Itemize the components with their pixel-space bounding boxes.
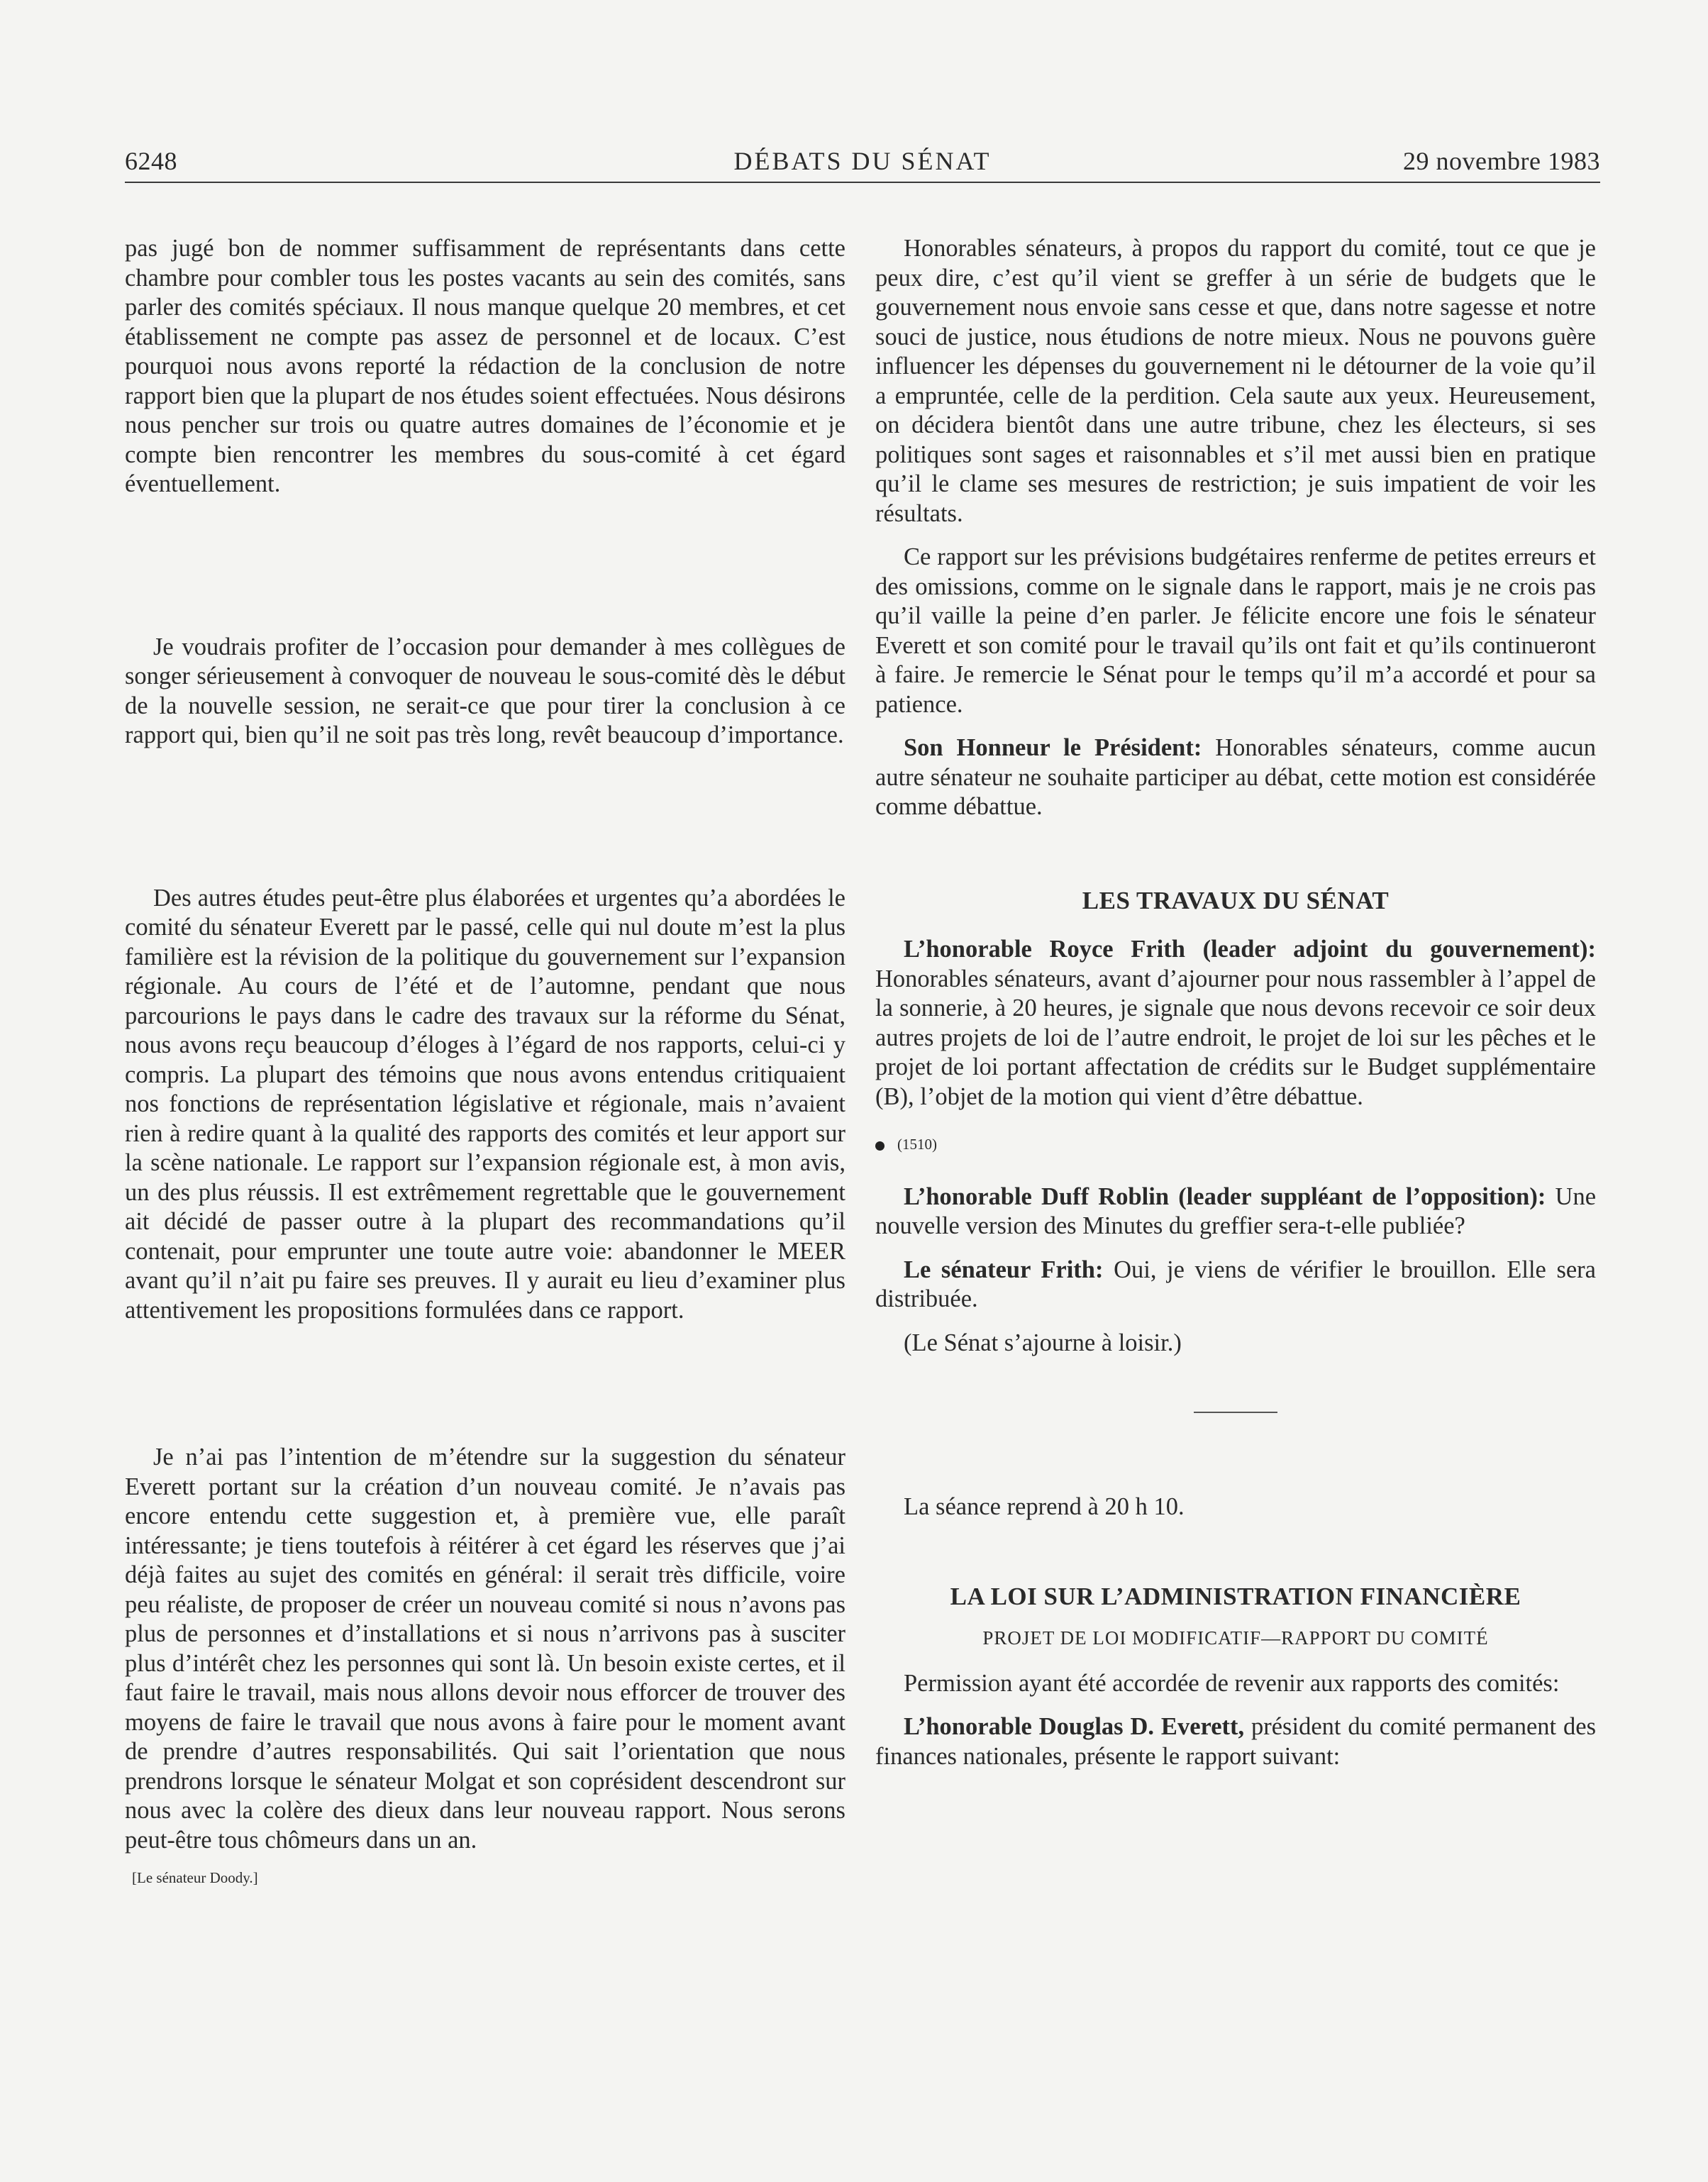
speaker-name: L’honorable Royce Frith (leader adjoint du gouvernement):	[904, 936, 1596, 963]
header-rule	[125, 182, 1600, 183]
section-heading: LES TRAVAUX DU SÉNAT	[1082, 886, 1390, 914]
left-column	[125, 234, 845, 1893]
bullet-icon	[875, 1141, 884, 1151]
paragraph: Des autres études peut-être plus élaborées et urgentes qu’a abordées le comité du sénateur Everett par le passé, celle qui nul doute m’est la plus familière est la révision de la politique du gouvernement sur l’expansion régionale. Au cours de l’été et de l’automne, pendant que nous parcourions le pays dans le cadre des travaux sur la réforme du Sénat, nous avons reçu beaucoup d’éloges à l’égard de nos rapports, celui-ci y compris. La plupart des témoins que nous avons entendus critiquaient nos fonctions de représentation législative et régionale, mais n’avaient rien à redire quant à la qualité des rapports des comités et leur apport sur la scène nationale. Le rapport sur l’expansion régionale est, à mon avis, un des plus réussis. Il est extrêmement regrettable que le gouvernement ait décidé de passer outre à la plupart des recommandations qu’il contenait, pour emprunter une toute autre voie: abandonner le MEER avant qu’il n’ait pu faire ses preuves. Il y aurait eu lieu d’examiner plus attentivement les propositions formulées dans ce rapport.	[125, 884, 845, 1324]
speaker-name: L’honorable Douglas D. Everett,	[904, 1713, 1245, 1740]
speech-text: Honorables sénateurs, comme aucun autre sénateur ne souhaite participer au débat, cette motion est considérée comme débattue.	[875, 734, 1596, 820]
speech-text: Une nouvelle version des Minutes du greffier sera-t-elle publiée?	[875, 1183, 1597, 1239]
speaker-name: Son Honneur le Président:	[904, 734, 1202, 761]
paragraph	[875, 1712, 1596, 1771]
section-heading: LA LOI SUR L’ADMINISTRATION FINANCIÈRE	[950, 1582, 1521, 1610]
paragraph: Permission ayant été accordée de revenir aux rapports des comités:	[904, 1669, 1560, 1697]
speech-text: président du comité permanent des finances nationales, présente le rapport suivant:	[875, 1713, 1596, 1770]
paragraph: Je voudrais profiter de l’occasion pour demander à mes collègues de songer sérieusement à convoquer de nouveau le sous-comité dès le début de la nouvelle session, ne serait-ce que pour tirer la conclusion à ce rapport qui, bien qu’il ne soit pas très long, revêt beaucoup d’importance.	[125, 633, 845, 748]
time-marker: (1510)	[875, 1130, 1596, 1160]
page-date: 29 novembre 1983	[1403, 147, 1600, 175]
paragraph	[875, 733, 1596, 822]
page-header	[125, 146, 1600, 183]
section-subheading: PROJET DE LOI MODIFICATIF—RAPPORT DU COMITÉ	[982, 1627, 1489, 1649]
speech-text: Honorables sénateurs, avant d’ajourner pour nous rassembler à l’appel de la sonnerie, à 20 heures, je signale que nous devons recevoir ce soir deux autres projets de loi de l’autre endroit, le projet de loi sur les pêches et le projet de loi portant affectation de crédits sur le Budget supplémentaire (B), l’objet de la motion qui vient d’être débattue.	[875, 965, 1596, 1110]
paragraph: Honorables sénateurs, à propos du rapport du comité, tout ce que je peux dire, c’est qu’il vient se greffer à un série de budgets que le gouvernement nous envoie sans cesse et que, dans notre sagesse et notre souci de justice, nous étudions de notre mieux. Nous ne pouvons guère influencer les dépenses du gouvernement ni le détourner de la voie qu’il a empruntée, celle de la perdition. Cela saute aux yeux. Heureusement, on décidera bientôt dans une autre tribune, chez les électeurs, si ses politiques sont sages et raisonnables et s’il met aussi bien en pratique qu’il le clame ses mesures de restriction; je suis impatient de voir les résultats.	[875, 235, 1596, 527]
paragraph	[875, 1256, 1596, 1314]
page-number: 6248	[125, 147, 177, 175]
paragraph: La séance reprend à 20 h 10.	[904, 1493, 1185, 1520]
paragraph	[875, 935, 1596, 1112]
paragraph: Ce rapport sur les prévisions budgétaires renferme de petites erreurs et des omissions, comme on le signale dans le rapport, mais je ne crois pas qu’il vaille la peine d’en parler. Je félicite encore une fois le sénateur Everett et son comité pour le travail qu’ils ont fait et qu’ils continueront à faire. Je remercie le Sénat pour le temps qu’il m’a accordé et pour sa patience.	[875, 543, 1596, 718]
paragraph: (Le Sénat s’ajourne à loisir.)	[904, 1329, 1182, 1356]
paragraph	[875, 1183, 1596, 1241]
speech-text: Oui, je viens de vérifier le brouillon. Elle sera distribuée.	[875, 1256, 1596, 1312]
right-column	[875, 234, 1596, 1771]
paragraph: pas jugé bon de nommer suffisamment de représentants dans cette chambre pour combler tous les postes vacants au sein des comités, sans parler des comités spéciaux. Il nous manque quelque 20 membres, et cet établissement ne compte pas assez de personnel et de locaux. C’est pourquoi nous avons reporté la rédaction de la conclusion de notre rapport bien que la plupart de nos études soient effectuées. Nous désirons nous pencher sur trois ou quatre autres domaines de l’économie et je compte bien rencontrer les membres du sous-comité à cet égard éventuellement.	[125, 235, 845, 497]
journal-title: DÉBATS DU SÉNAT	[733, 147, 992, 175]
paragraph: Je n’ai pas l’intention de m’étendre sur la suggestion du sénateur Everett portant sur la création d’un nouveau comité. Je n’avais pas encore entendu cette suggestion et, à première vue, elle paraît intéressante; je tiens toutefois à réitérer à cet égard les réserves que j’ai déjà faites au sujet des comités en général: il serait très difficile, voire peu réaliste, de proposer de créer un nouveau comité si nous n’avons pas plus de personnes et d’installations et si nous n’arrivons pas à susciter plus d’intérêt chez les personnes qui sont là. Un besoin existe certes, et il faut faire le travail, mais nous allons devoir nous efforcer de trouver des moyens de faire le travail que nous avons à faire pour le moment avant de prendre d’autres responsabilités. Qui sait l’orientation que nous prendrons lorsque le sénateur Molgat et son coprésident descendront sur nous avec la colère des dieux dans leur nouveau rapport. Nous serons peut-être tous chômeurs dans un an.	[125, 1444, 845, 1854]
speaker-signature: [Le sénateur Doody.]	[132, 1869, 258, 1886]
speaker-name: L’honorable Duff Roblin (leader suppléant de l’opposition):	[904, 1183, 1546, 1210]
speaker-name: Le sénateur Frith:	[904, 1256, 1104, 1283]
